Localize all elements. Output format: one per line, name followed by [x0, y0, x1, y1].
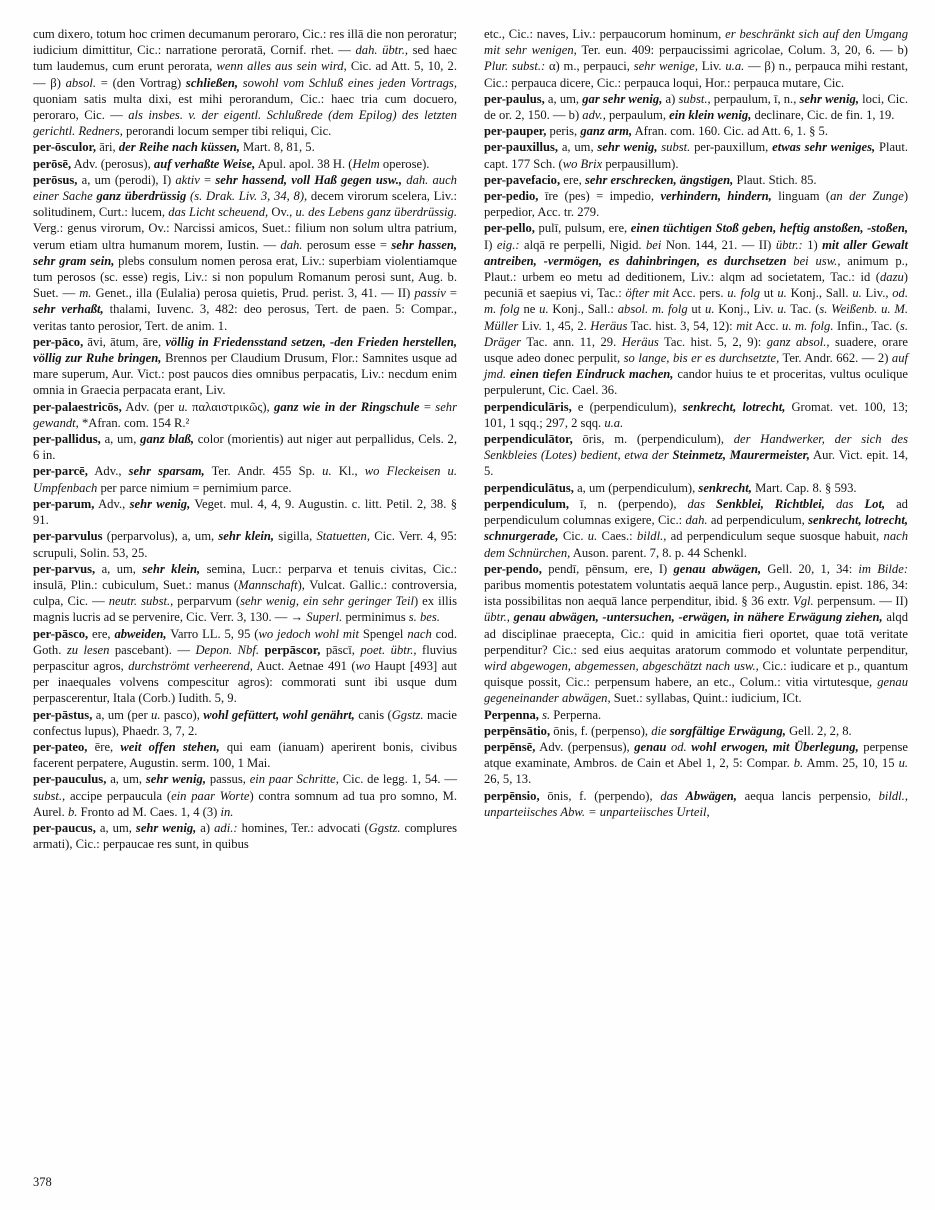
text-run: od. m. folg — [484, 286, 908, 317]
text-run: mit aller Gewalt antreiben, -vermögen, es dahinbringen, es durchsetzen — [484, 237, 908, 268]
text-run: Lot, — [864, 496, 886, 511]
text-run: der Handwerker, der sich des Senkbleies (Lotes) bedient, etwa der — [484, 432, 909, 463]
text-run: sehr wenige, — [633, 59, 698, 74]
text-run: u. — [322, 464, 332, 479]
entry-per-paucus-continuation: etc., Cic.: naves, Liv.: perpaucorum hominum, er beschränkt sich auf den Umgang mit sehr wenigen, Ter. eun. 409: perpaucissimi agricolae, Colum. 3, 20, 6. — b) Plur. subst.: α) m., perpauci, sehr wenige, Liv. u.a. — β) n., perpauca mihi restant, Cic.: perpauca dicere, Cic.: perpauca loqui, Hor.: perpauca mutare, Cic. — [484, 27, 908, 90]
entry-perpense: perpēnsē, Adv. (perpensus), genau od. wohl erwogen, mit Überlegung, perpense atque examinate, Ambros. de Cain et Abel 1, 2, 5: Compar. b. Amm. 25, 10, 15 u. 26, 5, 13. — [484, 739, 909, 787]
text-run: poet. übtr., — [360, 642, 417, 657]
entry-per-pauper: per-pauper, peris, ganz arm, Afran. com. 160. Cic. ad Att. 6, 1. § 5. — [484, 124, 829, 139]
entry-per-osculor: per-ōsculor, āri, der Reihe nach küssen, Mart. 8, 81, 5. — [33, 140, 315, 155]
text-run: bildl., unparteiisches Abw. = unparteiisches Urteil, — [484, 788, 908, 819]
text-run: per-pello, — [484, 221, 535, 236]
text-run: u.a. — [604, 415, 624, 430]
text-run: perpēnsio, — [484, 788, 540, 803]
left-column — [33, 26, 457, 852]
text-run: die — [651, 723, 667, 738]
text-run: Helm — [352, 156, 380, 171]
text-run: per-pateo, — [33, 739, 88, 754]
text-run: u. — [178, 399, 188, 414]
text-run: aktiv — [175, 172, 200, 187]
text-run: genau gegeneinander abwägen, — [484, 675, 908, 706]
text-run: per-ōsculor, — [33, 140, 97, 155]
text-run: subst., — [678, 91, 711, 106]
text-run: per-pauxillus, — [484, 140, 559, 155]
text-run: Superl. — [306, 610, 343, 625]
text-run: per-pauculus, — [33, 772, 107, 787]
entry-per-palaestricos: per-palaestricōs, Adv. (per u. παλαιστρικῶς), ganz wie in der Ringschule = sehr gewandt, *Afran. com. 154 R.² — [33, 399, 457, 430]
text-run: sehr hassend, voll Haß gegen usw., — [215, 172, 403, 187]
text-run: sehr verhaßt, — [33, 302, 104, 317]
text-run: ganz arm, — [580, 124, 633, 139]
text-run: per-pauper, — [484, 124, 547, 139]
text-run: an der Zunge — [830, 189, 904, 204]
text-run: dazu — [880, 270, 904, 285]
text-run: das — [660, 788, 678, 803]
text-run: sehr wenig, — [135, 820, 197, 835]
text-run: der Reihe nach küssen, — [118, 140, 240, 155]
text-run: u.a. — [725, 59, 745, 74]
text-run: Perpenna, — [484, 707, 539, 722]
text-run: dah. — [280, 237, 303, 252]
text-run: durchströmt verheerend, — [128, 658, 253, 673]
text-columns — [33, 26, 908, 852]
text-run: völlig in Friedensstand setzen, -den Frieden herstellen, völlig zur Ruhe bringen, — [33, 334, 457, 366]
text-run: u. — [539, 302, 549, 317]
text-run: per-palaestricōs, — [33, 399, 122, 414]
text-run: wo Brix — [562, 156, 603, 171]
text-run: perpēnsē, — [484, 739, 536, 754]
text-run: sehr klein, — [218, 529, 275, 544]
entry-perose: perōsē, Adv. (perosus), auf verhaßte Weise, Apul. apol. 38 H. (Helm operose). — [33, 156, 430, 171]
text-run: sehr gewandt, — [33, 399, 457, 430]
text-run: bei usw., — [793, 253, 841, 268]
text-run: verhindern, hindern, — [660, 189, 772, 204]
entry-per-pendo: per-pendo, pendī, pēnsum, ere, I) genau abwägen, Gell. 20, 1, 34: im Bilde: paribus momentis potestatem voluntatis aequā lance perp., Augustin. epist. 186, 34: ista possibilitas non aequā lance perpenditur, ibid. § 36 extr. Vgl. perpensum. — II) übtr., genau abwägen, -untersuchen, -erwägen, in nähere Erwägung ziehen, alqd ad disciplinae praecepta, Cic.: quid in amicitia fieri oportet, quae totā veritate perpenditur? Cic.: sed eius aequitas aratorum commodo et voluntate perpenditur, wird abgewogen, abgemessen, abgeschätzt nach usw., Cic.: iudicare et p., quantum quisque possit, Cic.: perpensum habere, an etc., Colum.: vitia virtutesque, genau gegeneinander abwägen, Suet.: syllabas, Quint.: iudicium, ICt. — [484, 561, 909, 706]
text-run: neutr. subst., — [108, 594, 174, 609]
text-run: er beschränkt sich auf den Umgang mit sehr wenigen, — [484, 27, 908, 58]
text-run: per-parvus, — [33, 561, 96, 576]
text-run: auf verhaßte Weise, — [153, 156, 256, 171]
text-run: s. bes. — [408, 610, 440, 625]
entry-per-paulus: per-paulus, a, um, gar sehr wenig, a) subst., perpaulum, ī, n., sehr wenig, loci, Cic. de or. 2, 150. — b) adv., perpaulum, ein klein wenig, declinare, Cic. de fin. 1, 19. — [484, 91, 908, 123]
text-run: so lange, bis er es durchsetzte, — [623, 351, 780, 366]
text-run: ganz überdrüssig — [96, 189, 187, 204]
text-run: senkrecht, lotrecht, — [682, 399, 786, 414]
text-run: ein paar Schritte, — [249, 772, 339, 787]
text-run: Steinmetz, Maurermeister, — [672, 448, 810, 463]
text-run: ein klein wenig, — [669, 108, 752, 123]
text-run: sehr wenig, — [129, 496, 191, 511]
text-run: per-pallidus, — [33, 432, 101, 447]
text-run: absol. — [65, 75, 97, 90]
text-run: Mannschaft — [238, 577, 298, 592]
right-column — [484, 26, 908, 852]
text-run: Heräus — [621, 334, 659, 349]
text-run: übtr., — [484, 610, 510, 625]
text-run: genau abwägen, -untersuchen, -erwägen, in nähere Erwägung ziehen, — [513, 610, 883, 625]
entry-per-parce: per-parcē, Adv., sehr sparsam, Ter. Andr. 455 Sp. u. Kl., wo Fleckeisen u. Umpfenbach per parce nimium = pernimium parce. — [33, 464, 458, 495]
text-run: auf jmd. — [484, 351, 908, 382]
text-run: s. — [542, 707, 551, 722]
entry-per-pallidus: per-pallidus, a, um, ganz blaß, color (morientis) aut niger aut perpallidus, Cels. 2, 6 in. — [33, 432, 457, 463]
text-run: passiv — [414, 286, 446, 301]
text-run: das — [687, 496, 705, 511]
text-run: senkrecht, — [698, 480, 752, 495]
entry-perpendiculator: perpendiculātor, ōris, m. (perpendiculum), der Handwerker, der sich des Senkbleies (Lotes) bedient, etwa der Steinmetz, Maurermeister, Aur. Vict. epit. 14, 5. — [484, 432, 909, 479]
text-run: genau abwägen, — [673, 561, 762, 576]
text-run: (s. Drak. Liv. 3, 34, 8), — [190, 189, 308, 204]
text-run: perpendiculum, — [484, 496, 570, 511]
text-run: eig.: — [496, 237, 520, 252]
text-run: ganz wie in der Ringschule — [274, 399, 420, 414]
text-run: adi.: — [214, 820, 238, 835]
text-run: perpendiculātor, — [484, 432, 573, 447]
text-run: b. — [67, 804, 78, 819]
entry-per-parvulus: per-parvulus (perparvolus), a, um, sehr klein, sigilla, Statuetten, Cic. Verr. 4, 95: scrupuli, Solin. 53, 25. — [33, 529, 457, 560]
text-run: u. folg — [727, 286, 761, 301]
text-run: u. — [852, 286, 862, 301]
text-run: bildl., — [636, 529, 667, 544]
text-run: sehr klein, — [142, 561, 201, 576]
entry-per-pedio: per-pedio, īre (pes) = impedio, verhindern, hindern, linguam (an der Zunge) perpedior, Acc. tr. 279. — [484, 189, 909, 220]
entry-per-paco: per-pāco, āvi, ātum, āre, völlig in Friedensstand setzen, -den Frieden herstellen, völlig zur Ruhe bringen, Brennos per Claudium Drusum, Flor.: Samnites usque ad mare superum, Aur. Vict.: post paucos dies omnibus perpacatis, Liv.: necdum enim omnia in Graecia perpacata erant, Liv. — [33, 334, 457, 398]
text-run: sowohl vom Schluß eines jeden Vortrags, — [242, 75, 457, 90]
text-run: Vgl. — [793, 594, 814, 609]
entry-per-parvus: per-parvus, a, um, sehr klein, semina, Lucr.: perparva et tenuis civitas, Cic.: insulā, Plin.: cubiculum, Suet.: manus (Mannschaft), Vulcat. Gallic.: controversia, culpa, Cic. — neutr. subst., perparvum (sehr wenig, ein sehr geringer Teil) ex illis magnis lucris ad se pervenire, Cic. Verr. 3, 130. — → Superl. perminimus s. bes. — [33, 561, 457, 625]
text-run: per-paucus, — [33, 820, 96, 835]
text-run: wo — [355, 658, 371, 673]
text-run: per-pedio, — [484, 189, 539, 204]
text-run: wenn alles aus sein wird, — [216, 59, 347, 74]
text-run: mit — [736, 318, 753, 333]
text-run: wo jedoch wohl mit — [258, 626, 359, 641]
entry-perpensatio: perpēnsātio, ōnis, f. (perpenso), die sorgfältige Erwägung, Gell. 2, 2, 8. — [484, 723, 852, 738]
text-run: sehr wenig, — [799, 91, 860, 106]
text-run: ganz blaß, — [140, 432, 194, 447]
text-run: per-pavefacio, — [484, 172, 561, 187]
entry-per-pauxillus: per-pauxillus, a, um, sehr wenig, subst. per-pauxillum, etwas sehr weniges, Plaut. capt. 177 Sch. (wo Brix perpausillum). — [484, 140, 908, 171]
text-run: dah. übtr., — [355, 43, 408, 58]
entry-perpendiculatus: perpendiculātus, a, um (perpendiculum), senkrecht, Mart. Cap. 8. § 593. — [484, 480, 857, 495]
text-run: Statuetten, — [316, 529, 370, 544]
text-run: sehr wenig, — [597, 140, 658, 155]
text-run: sehr sparsam, — [128, 464, 205, 479]
entry-per-pavefacio: per-pavefacio, ere, sehr erschrecken, ängstigen, Plaut. Stich. 85. — [484, 172, 817, 187]
text-run: per-pāco, — [33, 334, 84, 349]
entry-per-paucus: per-paucus, a, um, sehr wenig, a) adi.: homines, Ter.: advocati (Ggstz. complures armati), Cic.: perpaucae res sunt, in quibus — [33, 820, 458, 852]
text-run: übtr.: — [775, 237, 803, 252]
text-run: Abwägen, — [685, 788, 737, 803]
text-run: in. — [220, 804, 234, 819]
text-run: per-parcē, — [33, 464, 88, 479]
text-run: u. — [587, 529, 598, 544]
text-run: od. — [670, 739, 687, 754]
text-run: Depon. Nbf. — [195, 642, 259, 657]
text-run: weit offen stehen, — [120, 739, 220, 754]
text-run: absol. m. folg — [617, 302, 688, 317]
text-run: dah. auch einer Sache — [33, 172, 457, 204]
text-run: per-parvulus — [33, 529, 103, 544]
entry-perosus: perōsus, a, um (perodi), I) aktiv = sehr hassend, voll Haß gegen usw., dah. auch einer Sache ganz überdrüssig (s. Drak. Liv. 3, 34, 8), decem virorum scelera, Liv.: solitudinem, Curt.: lucem, das Licht scheuend, Ov., u. des Lebens ganz überdrüssig. Verg.: genus virorum, Ov.: Narcissi amicos, Suet.: filium non solum ultra patrium, verum etiam ultra humanum morem, Iustin. — dah. perosum esse = sehr hassen, sehr gram sein, plebs consulum nomen perosa erat, Liv.: superbiam violentiamque tum perosos (sc. esse) regis, Liv.: si non populum Romanum perosi sunt, Aug. b. Suet. — m. Genet., illa (Eulalia) perosa quietis, Prud. perist. 3, 41. — II) passiv = sehr verhaßt, thalami, Iuvenc. 3, 482: deo perosus, Tert. de paen. 5: Compar., veritas tanto perosior, Tert. de anim. 1. — [33, 172, 458, 333]
text-run: sehr wenig, ein sehr geringer Teil — [240, 594, 414, 609]
text-run: öfter mit — [625, 286, 670, 301]
text-run: ein paar Worte — [171, 788, 250, 803]
text-run: per-pāstus, — [33, 707, 93, 722]
entry-per-pello: per-pello, pulī, pulsum, ere, einen tüchtigen Stoß geben, heftig anstoßen, -stoßen, I) eig.: alqā re perpelli, Nigid. bei Non. 144, 21. — II) übtr.: 1) mit aller Gewalt antreiben, -vermögen, es dahinbringen, es durchsetzen bei usw., animum p., Plaut.: urbem eo metu ad deditionem, Liv.: alqm ad societatem, Tac.: id (dazu) pecuniā et saepius vi, Tac.: öfter mit Acc. pers. u. folg ut u. Konj., Sall. u. Liv., od. m. folg ne u. Konj., Sall.: absol. m. folg ut u. Konj., Liv. u. Tac. (s. Weißenb. u. M. Müller Liv. 1, 45, 2. Heräus Tac. hist. 3, 54, 12): mit Acc. u. m. folg. Infin., Tac. (s. Dräger Tac. ann. 11, 29. Heräus Tac. hist. 5, 2, 9): ganz absol., suadere, orare usque adeo donec perpulit, so lange, bis er es durchsetzte, Ter. Andr. 662. — 2) auf jmd. einen tiefen Eindruck machen, candor huius te et proceritas, vultus oculique perpulerunt, Cic. Cael. 36. — [484, 221, 909, 398]
entry-per-pauculus: per-pauculus, a, um, sehr wenig, passus, ein paar Schritte, Cic. de legg. 1, 54. — subst., accipe perpaucula (ein paar Worte) contra somnum ad tua pro somno, M. Aurel. b. Fronto ad M. Caes. 1, 4 (3) in. — [33, 772, 457, 819]
text-run: per-pāsco, — [33, 626, 89, 641]
text-run: per-pendo, — [484, 561, 542, 576]
text-run: perōsē, — [33, 156, 72, 171]
text-run: s. Dräger — [484, 318, 908, 349]
entry-per-parum: per-parum, Adv., sehr wenig, Veget. mul. 4, 4, 9. Augustin. c. litt. Petil. 2, 38. § 91. — [33, 496, 457, 528]
text-run: u. m. folg. — [782, 318, 834, 333]
text-run: sorgfältige Erwägung, — [669, 723, 786, 738]
text-run: sehr erschrecken, ängstigen, — [584, 172, 734, 187]
text-run: perōsus, — [33, 172, 78, 187]
text-run: b. — [793, 756, 804, 771]
text-run: nach — [407, 626, 432, 641]
text-run: nach dem Schnürchen, — [484, 529, 908, 560]
text-run: dah. — [685, 513, 708, 528]
text-run: perpendiculāris, — [484, 399, 572, 414]
text-run: m. — [79, 286, 92, 301]
text-run: wird abgewogen, abgemessen, abgeschätzt nach usw., — [484, 658, 759, 673]
text-run: senkrecht, lotrecht, schnurgerade, — [484, 513, 908, 544]
text-run: Plur. subst.: — [484, 59, 546, 74]
page-number: 378 — [33, 1175, 52, 1189]
text-run: zu lesen — [66, 642, 110, 657]
entry-per-pastus: per-pāstus, a, um (per u. pasco), wohl gefüttert, wohl genährt, canis (Ggstz. macie confectus lupus), Phaedr. 3, 7, 2. — [33, 707, 458, 738]
text-run: Ggstz. — [368, 820, 401, 835]
text-run: per-parum, — [33, 496, 95, 511]
text-run: u. — [777, 286, 787, 301]
text-run: per-paulus, — [484, 91, 545, 106]
text-run: als insbes. v. der eigentl. Schlußrede (dem Epilog) des letzten gerichtl. Redners, — [33, 108, 457, 139]
text-run: u. — [151, 707, 161, 722]
text-run: schließen, — [185, 75, 239, 90]
entry-peroro-continuation: cum dixero, totum hoc crimen decumanum peroraro, Cic.: res illā die non peroratur; iudicium dimittitur, Cic.: narratione peroratā, Cornif. rhet. — dah. übtr., sed haec tum laudemus, cum erunt perorata, wenn alles aus sein wird, Cic. ad Att. 5, 10, 2. — β) absol. = (den Vortrag) schließen, sowohl vom Schluß eines jeden Vortrags, quoniam satis multa dixi, est mihi perorandum, Cic.: haec tria cum docuero, peroraro, Cic. — als insbes. v. der eigentl. Schlußrede (dem Epilog) des letzten gerichtl. Redners, perorandi locum semper tibi reliqui, Cic. — [33, 27, 457, 139]
text-run: subst. — [661, 140, 691, 155]
text-run: bei — [645, 237, 662, 252]
text-run: perpēnsātio, — [484, 723, 551, 738]
text-run: sehr hassen, sehr gram sein, — [33, 237, 457, 268]
text-run: Ggstz. — [391, 707, 424, 722]
text-run: genau — [634, 739, 667, 754]
text-run: gar sehr wenig, — [582, 91, 663, 106]
text-run: ganz absol., — [766, 334, 830, 349]
text-run: wohl gefüttert, wohl genährt, — [203, 707, 355, 722]
text-run: das Licht scheuend, — [168, 205, 269, 220]
text-run: u. — [705, 302, 715, 317]
text-run: wo Fleckeisen u. Umpfenbach — [33, 464, 458, 495]
text-run: u. — [777, 302, 787, 317]
text-run: etwas sehr weniges, — [772, 140, 876, 155]
text-run: Heräus — [590, 318, 628, 333]
text-run: perpāscor, — [264, 642, 321, 657]
text-run: subst., — [33, 788, 66, 803]
text-run: u. — [898, 756, 909, 771]
text-run: adv., — [582, 108, 606, 123]
text-run: im Bilde: — [858, 561, 909, 576]
text-run: Senkblei, Richtblei, — [716, 496, 825, 511]
entry-perpendicularis: perpendiculāris, e (perpendiculum), senkrecht, lotrecht, Gromat. vet. 100, 13; 101, 1 sqq.; 297, 2 sqq. u.a. — [484, 399, 908, 430]
text-run: das — [835, 496, 854, 511]
entry-perpenna: Perpenna, s. Perperna. — [484, 707, 602, 722]
entry-per-pasco: per-pāsco, ere, abweiden, Varro LL. 5, 95 (wo jedoch wohl mit Spengel nach cod. Goth. zu lesen pascebant). — Depon. Nbf. perpāscor, pāscī, poet. übtr., fluvius perpascitur agros, durchströmt verheerend, Auct. Aetnae 491 (wo Haupt [493] aut per inaequales volvens compescitur agros): commorati sunt ibi usque dum perpascerentur, Itala (Corb.) Iudith. 5, 9. — [33, 626, 458, 706]
text-run: einen tiefen Eindruck machen, — [510, 367, 674, 382]
entry-per-pateo: per-pateo, ēre, weit offen stehen, qui eam (ianuam) aperirent bonis, civibus facerent perpatere, Augustin. serm. 100, 1 Mai. — [33, 739, 457, 771]
text-run: s. Weißenb. u. M. Müller — [484, 302, 909, 333]
text-run: u. des Lebens ganz überdrüssig. — [295, 205, 458, 220]
entry-perpensio: perpēnsio, ōnis, f. (perpendo), das Abwägen, aequa lancis perpensio, bildl., unparteiisches Abw. = unparteiisches Urteil, — [484, 788, 908, 819]
text-run: einen tüchtigen Stoß geben, heftig anstoßen, -stoßen, — [630, 221, 909, 236]
text-run: perpendiculātus, — [484, 480, 574, 495]
text-run: abweiden, — [114, 626, 167, 641]
text-run: wohl erwogen, mit Überlegung, — [691, 739, 859, 754]
text-run: sehr wenig, — [145, 772, 207, 787]
entry-perpendiculum: perpendiculum, ī, n. (perpendo), das Senkblei, Richtblei, das Lot, ad perpendiculum columnas exigere, Cic.: dah. ad perpendiculum, senkrecht, lotrecht, schnurgerade, Cic. u. Caes.: bildl., ad perpendiculum seque suosque habuit, nach dem Schnürchen, Auson. parent. 7, 8. p. 44 Schenkl. — [484, 496, 908, 560]
